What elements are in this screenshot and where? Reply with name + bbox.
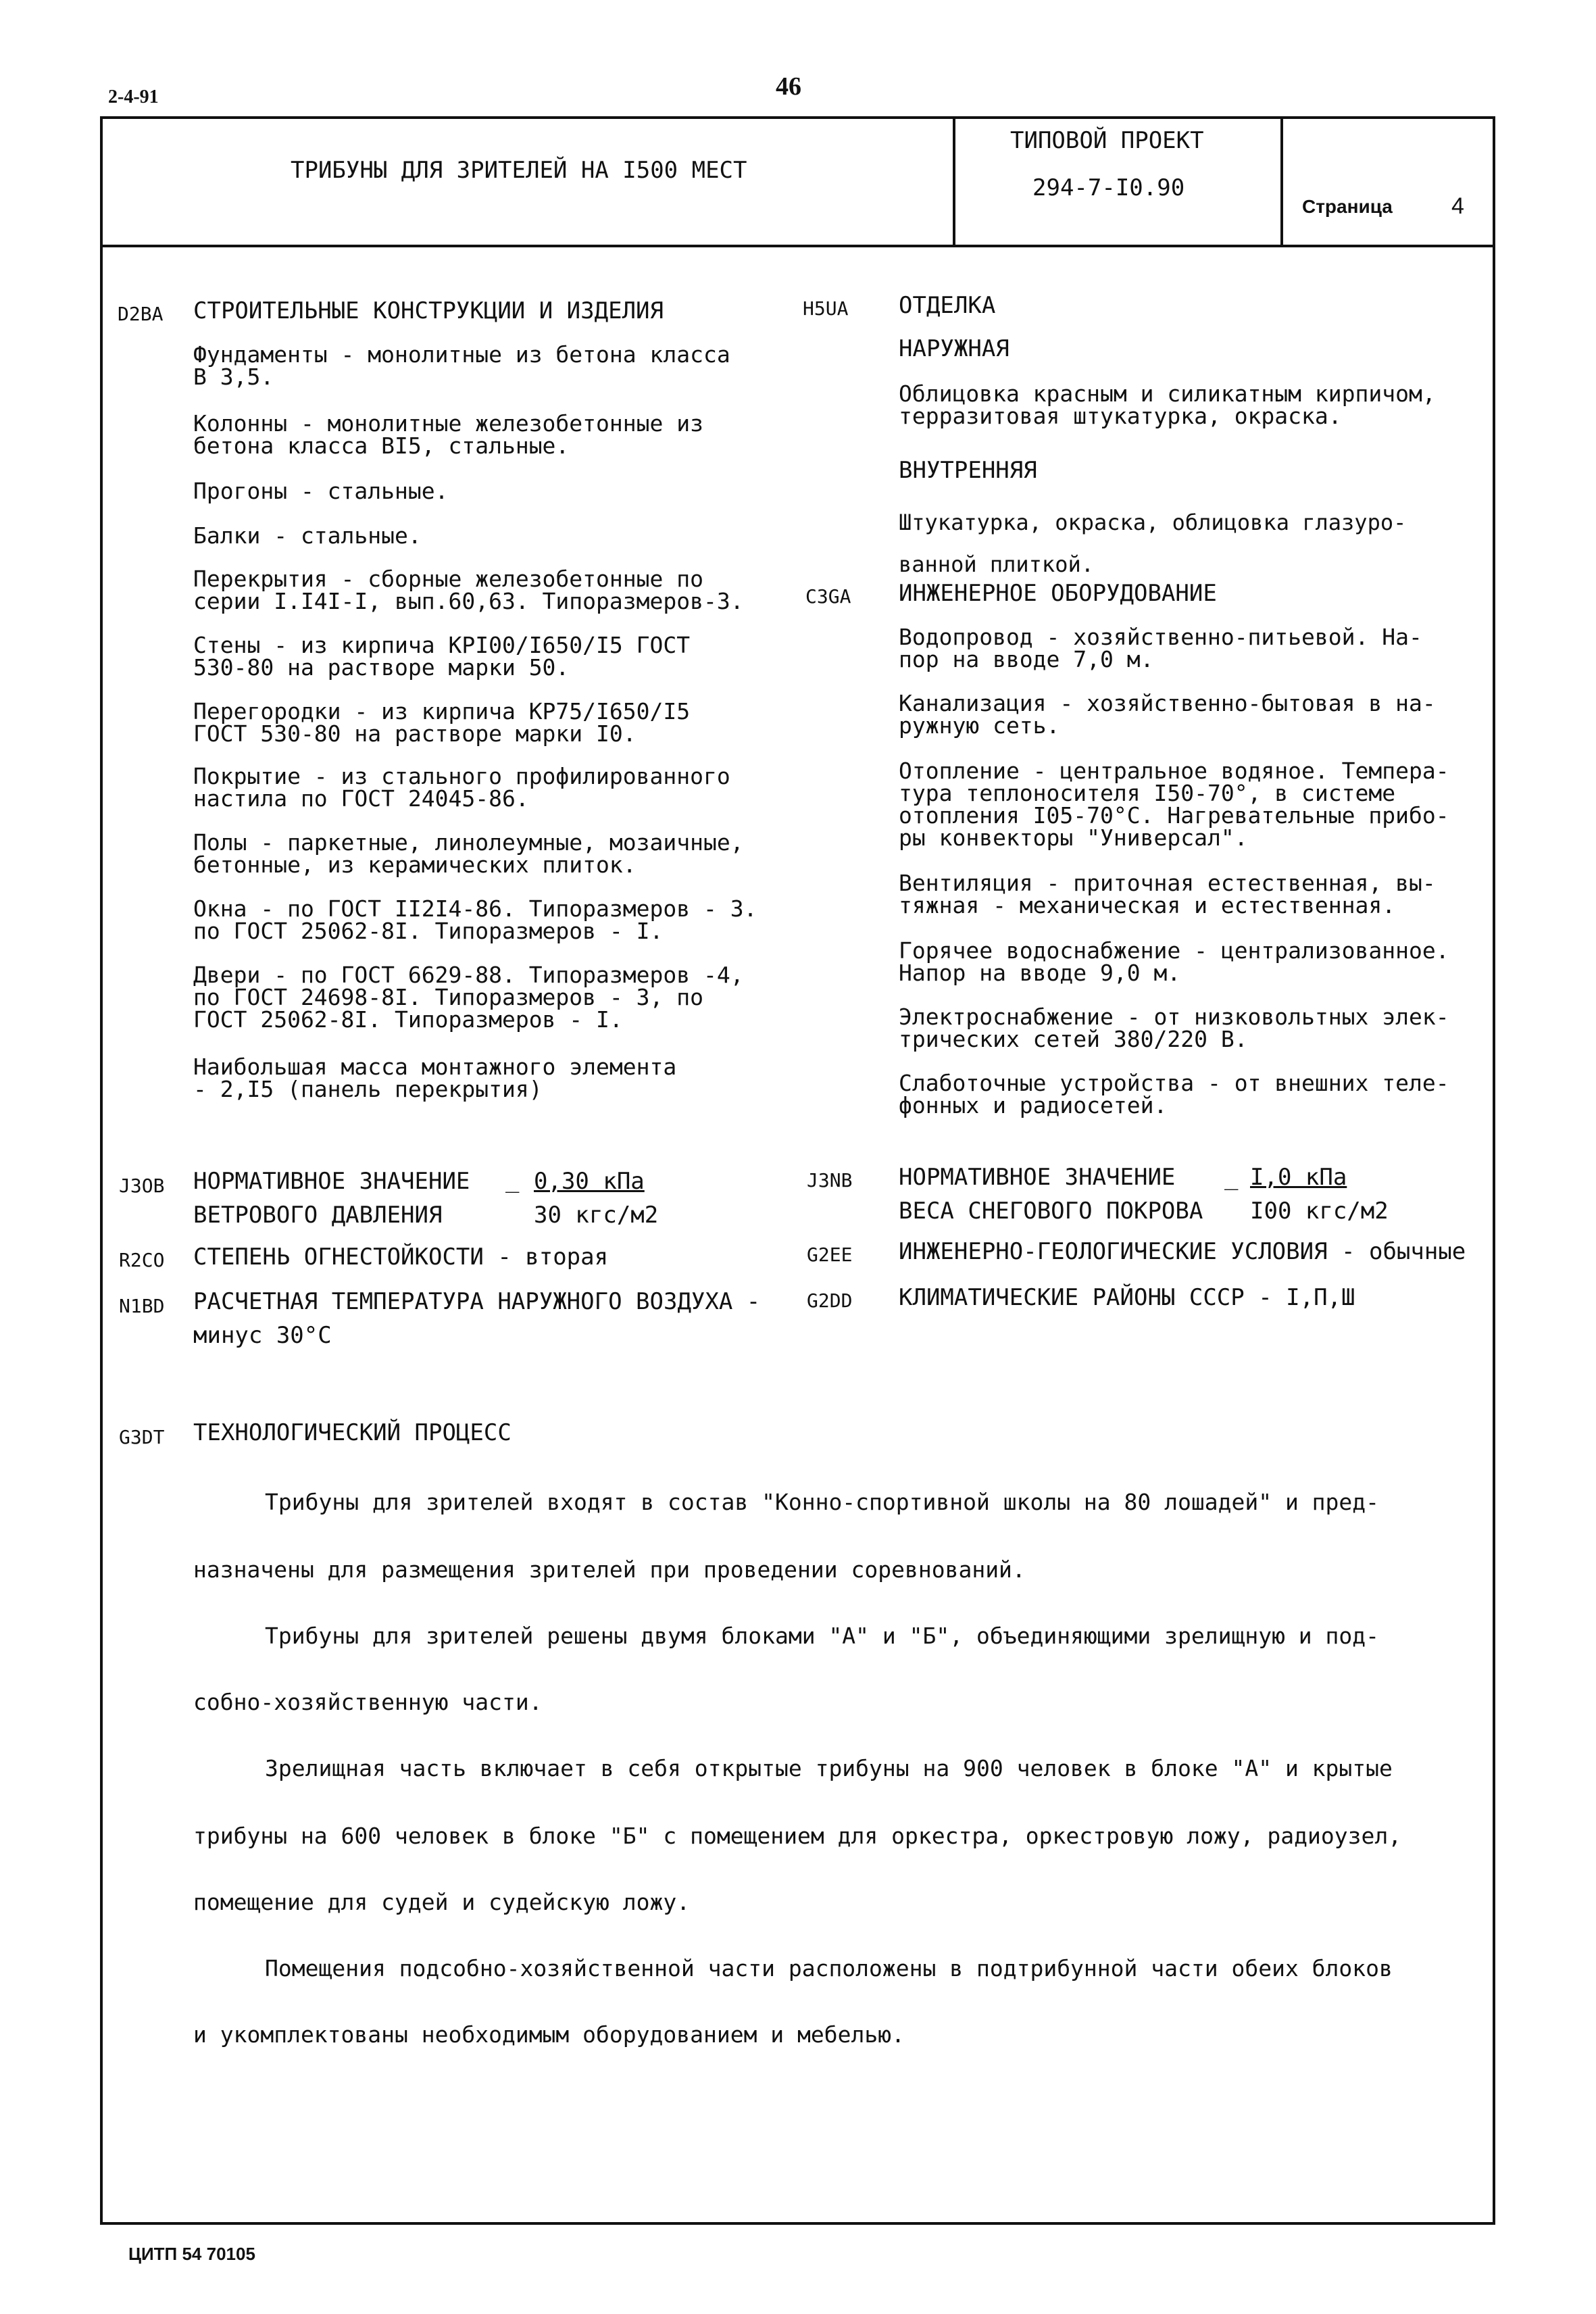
footer-stamp: ЦИТП 54 70105 bbox=[128, 2244, 255, 2264]
param-code: G2EE bbox=[807, 1244, 853, 1266]
equipment-item: Горячее водоснабжение - централизованное. Напор на вводе 9,0 м. bbox=[899, 937, 1449, 986]
page-value: 4 bbox=[1451, 193, 1464, 219]
subsection-heading: НАРУЖНАЯ bbox=[899, 335, 1009, 362]
section-code: G3DT bbox=[119, 1426, 165, 1448]
document-code: 2-4-91 bbox=[108, 87, 159, 107]
structure-item: Наибольшая масса монтажного элемента - 2,I5 (панель перекрытия) bbox=[193, 1054, 677, 1102]
header-column-divider bbox=[1280, 116, 1283, 245]
process-paragraph-line: Трибуны для зрителей входят в состав "Конно-спортивной школы на 80 лошадей" и пред- bbox=[265, 1489, 1380, 1515]
equipment-item: Электроснабжение - от низковольтных элек- трических сетей 380/220 В. bbox=[899, 1004, 1449, 1052]
snow-value-kpa: I,0 кПа bbox=[1250, 1164, 1347, 1191]
section-code: H5UA bbox=[803, 297, 849, 320]
process-paragraph-line: Трибуны для зрителей решены двумя блоками "А" и "Б", объединяющими зрелищную и под- bbox=[265, 1623, 1380, 1649]
geology-conditions: ИНЖЕНЕРНО-ГЕОЛОГИЧЕСКИЕ УСЛОВИЯ - обычные bbox=[899, 1238, 1466, 1265]
param-code: G2DD bbox=[807, 1289, 853, 1312]
process-paragraph-line: назначены для размещения зрителей при проведении соревнований. bbox=[193, 1556, 1026, 1583]
process-paragraph-line: Зрелищная часть включает в себя открытые трибуны на 900 человек в блоке "А" и крытые bbox=[265, 1755, 1393, 1781]
fire-resistance: СТЕПЕНЬ ОГНЕСТОЙКОСТИ - вторая bbox=[193, 1244, 609, 1271]
structure-item: Перегородки - из кирпича КР75/I650/I5 ГОСТ 530-80 на растворе марки I0. bbox=[193, 698, 691, 747]
snow-value-kgs: I00 кгс/м2 bbox=[1250, 1198, 1389, 1225]
finish-text: Штукатурка, окраска, облицовка глазуро- ванной плиткой. bbox=[899, 510, 1407, 577]
process-paragraph-line: Помещения подсобно-хозяйственной части расположены в подтрибунной части обеих блоков bbox=[265, 1955, 1393, 1981]
design-temperature-value: минус 30°С bbox=[193, 1322, 332, 1349]
param-code: R2CO bbox=[119, 1249, 165, 1271]
param-code: J3OB bbox=[119, 1175, 165, 1197]
wind-label: ВЕТРОВОГО ДАВЛЕНИЯ bbox=[193, 1202, 443, 1229]
section-heading: ИНЖЕНЕРНОЕ ОБОРУДОВАНИЕ bbox=[899, 580, 1217, 607]
wind-value-kpa: 0,30 кПа bbox=[534, 1168, 645, 1195]
structure-item: Фундаменты - монолитные из бетона класса В 3,5. bbox=[193, 341, 730, 390]
structure-item: Покрытие - из стального профилированного настила по ГОСТ 24045-86. bbox=[193, 763, 730, 812]
wind-label: НОРМАТИВНОЕ ЗНАЧЕНИЕ bbox=[193, 1168, 470, 1195]
project-label: ТИПОВОЙ ПРОЕКТ bbox=[1010, 127, 1204, 154]
process-paragraph-line: трибуны на 600 человек в блоке "Б" с помещением для оркестра, оркестровую ложу, радиоузел, bbox=[193, 1823, 1402, 1849]
structure-item: Балки - стальные. bbox=[193, 522, 422, 549]
structure-item: Колонны - монолитные железобетонные из бетона класса BI5, стальные. bbox=[193, 410, 703, 459]
section-heading: СТРОИТЕЛЬНЫЕ КОНСТРУКЦИИ И ИЗДЕЛИЯ bbox=[193, 297, 664, 324]
structure-item: Перекрытия - сборные железобетонные по серии I.I4I-I, вып.60,63. Типоразмеров-3. bbox=[193, 566, 744, 614]
process-paragraph-line: и укомплектованы необходимым оборудованием и мебелью. bbox=[193, 2021, 905, 2048]
structure-item: Двери - по ГОСТ 6629-88. Типоразмеров -4, по ГОСТ 24698-8I. Типоразмеров - 3, по ГОСТ 25062-8I. Типоразмеров - I. bbox=[193, 962, 744, 1033]
page-label: Страница bbox=[1302, 196, 1393, 217]
equipment-item: Вентиляция - приточная естественная, вы- тяжная - механическая и естественная. bbox=[899, 870, 1436, 918]
sheet-number: 46 bbox=[776, 72, 801, 101]
project-number: 294-7-I0.90 bbox=[1032, 174, 1185, 201]
document-title: ТРИБУНЫ ДЛЯ ЗРИТЕЛЕЙ НА I500 МЕСТ bbox=[291, 157, 747, 184]
snow-label: ВЕСА СНЕГОВОГО ПОКРОВА bbox=[899, 1198, 1203, 1225]
section-code: C3GA bbox=[805, 585, 851, 608]
structure-item: Прогоны - стальные. bbox=[193, 478, 449, 504]
header-column-divider bbox=[953, 116, 955, 245]
process-paragraph-line: собно-хозяйственную части. bbox=[193, 1689, 543, 1715]
wind-value-kgs: 30 кгс/м2 bbox=[534, 1202, 659, 1229]
section-heading: ТЕХНОЛОГИЧЕСКИЙ ПРОЦЕСС bbox=[193, 1419, 512, 1446]
finish-text: Облицовка красным и силикатным кирпичом, терразитовая штукатурка, окраска. bbox=[899, 380, 1436, 429]
section-heading: ОТДЕЛКА bbox=[899, 292, 996, 319]
header-divider bbox=[100, 245, 1495, 247]
structure-item: Полы - паркетные, линолеумные, мозаичные, бетонные, из керамических плиток. bbox=[193, 829, 744, 878]
subsection-heading: ВНУТРЕННЯЯ bbox=[899, 457, 1037, 484]
wind-dash: _ bbox=[505, 1166, 520, 1193]
climate-regions: КЛИМАТИЧЕСКИЕ РАЙОНЫ СССР - I,П,Ш bbox=[899, 1284, 1355, 1311]
snow-label: НОРМАТИВНОЕ ЗНАЧЕНИЕ bbox=[899, 1164, 1176, 1191]
structure-item: Окна - по ГОСТ II2I4-86. Типоразмеров - 3. по ГОСТ 25062-8I. Типоразмеров - I. bbox=[193, 895, 757, 944]
snow-dash: _ bbox=[1224, 1164, 1239, 1191]
equipment-item: Канализация - хозяйственно-бытовая в на- ружную сеть. bbox=[899, 690, 1436, 739]
param-code: N1BD bbox=[119, 1295, 165, 1317]
equipment-item: Слаботочные устройства - от внешних теле- фонных и радиосетей. bbox=[899, 1070, 1449, 1118]
param-code: J3NB bbox=[807, 1169, 853, 1191]
equipment-item: Отопление - центральное водяное. Темпера- тура теплоносителя I50-70°, в системе отопления I05-70°С. Нагревательные прибо- ры конвекторы "Универсал". bbox=[899, 758, 1449, 851]
equipment-item: Водопровод - хозяйственно-питьевой. На- пор на вводе 7,0 м. bbox=[899, 624, 1422, 672]
process-paragraph-line: помещение для судей и судейскую ложу. bbox=[193, 1889, 691, 1915]
structure-item: Стены - из кирпича КРI00/I650/I5 ГОСТ 530-80 на растворе марки 50. bbox=[193, 632, 691, 681]
section-code: D2BA bbox=[118, 303, 164, 325]
design-temperature: РАСЧЕТНАЯ ТЕМПЕРАТУРА НАРУЖНОГО ВОЗДУХА - bbox=[193, 1288, 761, 1315]
